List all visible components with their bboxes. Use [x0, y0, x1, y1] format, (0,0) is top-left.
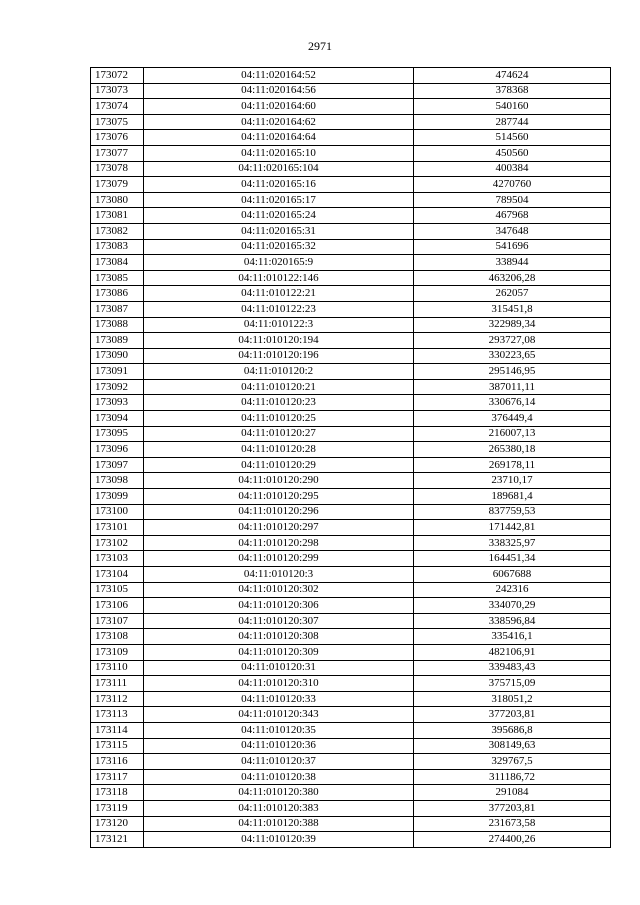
table-row: [91, 223, 611, 239]
cadastral-number-cell: 04:11:020164:52: [144, 68, 414, 84]
row-number-cell: 173109: [91, 644, 144, 660]
row-number-cell: 173118: [91, 785, 144, 801]
cadastral-value-cell: 377203,81: [414, 707, 611, 723]
row-number-cell: 173095: [91, 426, 144, 442]
table-row: [91, 145, 611, 161]
cadastral-value-cell: 262057: [414, 286, 611, 302]
cadastral-value-cell: 330676,14: [414, 395, 611, 411]
table-row: [91, 411, 611, 427]
cadastral-number-cell: 04:11:010120:290: [144, 473, 414, 489]
row-number-cell: 173097: [91, 457, 144, 473]
table-row: [91, 738, 611, 754]
row-number-cell: 173096: [91, 442, 144, 458]
cadastral-value-cell: 450560: [414, 145, 611, 161]
table-row: [91, 286, 611, 302]
table-row: [91, 785, 611, 801]
cadastral-value-cell: 375715,09: [414, 676, 611, 692]
cadastral-value-cell: 308149,63: [414, 738, 611, 754]
table-row: [91, 598, 611, 614]
cadastral-number-cell: 04:11:010120:194: [144, 333, 414, 349]
cadastral-value-cell: 400384: [414, 161, 611, 177]
cadastral-number-cell: 04:11:020165:104: [144, 161, 414, 177]
cadastral-value-cell: 463206,28: [414, 270, 611, 286]
table-row: [91, 114, 611, 130]
table-row: [91, 442, 611, 458]
row-number-cell: 173084: [91, 255, 144, 271]
table-row: [91, 130, 611, 146]
row-number-cell: 173099: [91, 489, 144, 505]
cadastral-value-cell: 231673,58: [414, 816, 611, 832]
cadastral-number-cell: 04:11:020164:64: [144, 130, 414, 146]
cadastral-value-cell: 541696: [414, 239, 611, 255]
row-number-cell: 173117: [91, 769, 144, 785]
cadastral-number-cell: 04:11:010120:380: [144, 785, 414, 801]
cadastral-value-cell: 482106,91: [414, 644, 611, 660]
cadastral-value-cell: 378368: [414, 83, 611, 99]
cadastral-number-cell: 04:11:010120:309: [144, 644, 414, 660]
cadastral-number-cell: 04:11:010120:343: [144, 707, 414, 723]
table-body: [91, 68, 611, 848]
row-number-cell: 173075: [91, 114, 144, 130]
row-number-cell: 173074: [91, 99, 144, 115]
cadastral-value-cell: 334070,29: [414, 598, 611, 614]
cadastral-value-cell: 216007,13: [414, 426, 611, 442]
table-row: [91, 68, 611, 84]
table-row: [91, 816, 611, 832]
cadastral-number-cell: 04:11:020165:9: [144, 255, 414, 271]
row-number-cell: 173098: [91, 473, 144, 489]
row-number-cell: 173088: [91, 317, 144, 333]
cadastral-value-cell: 376449,4: [414, 411, 611, 427]
row-number-cell: 173111: [91, 676, 144, 692]
table-row: [91, 208, 611, 224]
cadastral-value-cell: 347648: [414, 223, 611, 239]
cadastral-number-cell: 04:11:010120:298: [144, 535, 414, 551]
row-number-cell: 173121: [91, 832, 144, 848]
cadastral-number-cell: 04:11:010120:299: [144, 551, 414, 567]
table-row: [91, 691, 611, 707]
cadastral-number-cell: 04:11:010120:25: [144, 411, 414, 427]
cadastral-value-cell: 338944: [414, 255, 611, 271]
cadastral-value-cell: 540160: [414, 99, 611, 115]
cadastral-value-cell: 467968: [414, 208, 611, 224]
row-number-cell: 173090: [91, 348, 144, 364]
cadastral-value-cell: 474624: [414, 68, 611, 84]
cadastral-number-cell: 04:11:010122:3: [144, 317, 414, 333]
cadastral-number-cell: 04:11:010122:21: [144, 286, 414, 302]
cadastral-number-cell: 04:11:010120:297: [144, 520, 414, 536]
cadastral-number-cell: 04:11:010120:296: [144, 504, 414, 520]
cadastral-number-cell: 04:11:020165:10: [144, 145, 414, 161]
cadastral-value-cell: 4270760: [414, 177, 611, 193]
table-row: [91, 644, 611, 660]
row-number-cell: 173113: [91, 707, 144, 723]
cadastral-number-cell: 04:11:010120:196: [144, 348, 414, 364]
row-number-cell: 173116: [91, 754, 144, 770]
table-row: [91, 535, 611, 551]
table-row: [91, 426, 611, 442]
cadastral-number-cell: 04:11:010122:146: [144, 270, 414, 286]
cadastral-number-cell: 04:11:010120:310: [144, 676, 414, 692]
cadastral-value-cell: 295146,95: [414, 364, 611, 380]
table-row: [91, 489, 611, 505]
row-number-cell: 173110: [91, 660, 144, 676]
table-row: [91, 99, 611, 115]
cadastral-number-cell: 04:11:020165:16: [144, 177, 414, 193]
cadastral-number-cell: 04:11:010120:39: [144, 832, 414, 848]
cadastral-number-cell: 04:11:010120:28: [144, 442, 414, 458]
table-row: [91, 364, 611, 380]
table-row: [91, 676, 611, 692]
cadastral-number-cell: 04:11:010120:308: [144, 629, 414, 645]
cadastral-number-cell: 04:11:010120:37: [144, 754, 414, 770]
row-number-cell: 173106: [91, 598, 144, 614]
table-row: [91, 255, 611, 271]
table-row: [91, 457, 611, 473]
cadastral-value-cell: 329767,5: [414, 754, 611, 770]
table-row: [91, 301, 611, 317]
row-number-cell: 173083: [91, 239, 144, 255]
row-number-cell: 173114: [91, 722, 144, 738]
table-row: [91, 317, 611, 333]
row-number-cell: 173079: [91, 177, 144, 193]
cadastral-number-cell: 04:11:010120:3: [144, 567, 414, 583]
row-number-cell: 173085: [91, 270, 144, 286]
cadastral-number-cell: 04:11:010120:36: [144, 738, 414, 754]
row-number-cell: 173115: [91, 738, 144, 754]
table-row: [91, 379, 611, 395]
cadastral-number-cell: 04:11:010120:295: [144, 489, 414, 505]
cadastral-value-cell: 189681,4: [414, 489, 611, 505]
row-number-cell: 173105: [91, 582, 144, 598]
cadastral-number-cell: 04:11:010120:388: [144, 816, 414, 832]
cadastral-value-cell: 171442,81: [414, 520, 611, 536]
cadastral-number-cell: 04:11:010120:2: [144, 364, 414, 380]
cadastral-value-cell: 335416,1: [414, 629, 611, 645]
cadastral-value-cell: 339483,43: [414, 660, 611, 676]
cadastral-value-cell: 269178,11: [414, 457, 611, 473]
cadastral-number-cell: 04:11:020164:56: [144, 83, 414, 99]
cadastral-value-cell: 387011,11: [414, 379, 611, 395]
row-number-cell: 173104: [91, 567, 144, 583]
row-number-cell: 173082: [91, 223, 144, 239]
cadastral-value-cell: 322989,34: [414, 317, 611, 333]
cadastral-number-cell: 04:11:020165:32: [144, 239, 414, 255]
row-number-cell: 173120: [91, 816, 144, 832]
table-row: [91, 551, 611, 567]
row-number-cell: 173103: [91, 551, 144, 567]
table-row: [91, 192, 611, 208]
cadastral-value-cell: 318051,2: [414, 691, 611, 707]
cadastral-number-cell: 04:11:010120:23: [144, 395, 414, 411]
row-number-cell: 173094: [91, 411, 144, 427]
table-row: [91, 161, 611, 177]
cadastral-number-cell: 04:11:010120:35: [144, 722, 414, 738]
cadastral-value-cell: 338325,97: [414, 535, 611, 551]
cadastral-number-cell: 04:11:020165:17: [144, 192, 414, 208]
table-row: [91, 613, 611, 629]
cadastral-value-cell: 837759,53: [414, 504, 611, 520]
table-row: [91, 520, 611, 536]
table-row: [91, 582, 611, 598]
table-row: [91, 629, 611, 645]
cadastral-value-cell: 330223,65: [414, 348, 611, 364]
row-number-cell: 173101: [91, 520, 144, 536]
row-number-cell: 173089: [91, 333, 144, 349]
cadastral-value-cell: 242316: [414, 582, 611, 598]
row-number-cell: 173077: [91, 145, 144, 161]
cadastral-number-cell: 04:11:010120:302: [144, 582, 414, 598]
cadastral-value-cell: 23710,17: [414, 473, 611, 489]
row-number-cell: 173081: [91, 208, 144, 224]
cadastral-number-cell: 04:11:020164:62: [144, 114, 414, 130]
cadastral-value-cell: 338596,84: [414, 613, 611, 629]
table-row: [91, 270, 611, 286]
row-number-cell: 173107: [91, 613, 144, 629]
table-row: [91, 707, 611, 723]
table-row: [91, 660, 611, 676]
table-row: [91, 832, 611, 848]
cadastral-value-table: [90, 67, 611, 848]
table-row: [91, 333, 611, 349]
table-row: [91, 754, 611, 770]
table-row: [91, 348, 611, 364]
row-number-cell: 173108: [91, 629, 144, 645]
row-number-cell: 173073: [91, 83, 144, 99]
row-number-cell: 173087: [91, 301, 144, 317]
cadastral-value-cell: 274400,26: [414, 832, 611, 848]
cadastral-number-cell: 04:11:020165:24: [144, 208, 414, 224]
cadastral-number-cell: 04:11:010120:27: [144, 426, 414, 442]
cadastral-number-cell: 04:11:010120:306: [144, 598, 414, 614]
row-number-cell: 173086: [91, 286, 144, 302]
cadastral-value-cell: 6067688: [414, 567, 611, 583]
cadastral-number-cell: 04:11:010122:23: [144, 301, 414, 317]
table-row: [91, 239, 611, 255]
table-row: [91, 83, 611, 99]
row-number-cell: 173091: [91, 364, 144, 380]
row-number-cell: 173093: [91, 395, 144, 411]
cadastral-number-cell: 04:11:020164:60: [144, 99, 414, 115]
cadastral-number-cell: 04:11:010120:383: [144, 800, 414, 816]
table-row: [91, 473, 611, 489]
row-number-cell: 173092: [91, 379, 144, 395]
cadastral-number-cell: 04:11:020165:31: [144, 223, 414, 239]
table-row: [91, 722, 611, 738]
cadastral-value-cell: 311186,72: [414, 769, 611, 785]
table-row: [91, 177, 611, 193]
table-row: [91, 395, 611, 411]
table-row: [91, 769, 611, 785]
row-number-cell: 173119: [91, 800, 144, 816]
cadastral-number-cell: 04:11:010120:307: [144, 613, 414, 629]
cadastral-number-cell: 04:11:010120:29: [144, 457, 414, 473]
cadastral-number-cell: 04:11:010120:31: [144, 660, 414, 676]
row-number-cell: 173076: [91, 130, 144, 146]
page-number: 2971: [308, 39, 332, 53]
cadastral-value-cell: 293727,08: [414, 333, 611, 349]
cadastral-number-cell: 04:11:010120:21: [144, 379, 414, 395]
cadastral-value-cell: 164451,34: [414, 551, 611, 567]
row-number-cell: 173112: [91, 691, 144, 707]
table-row: [91, 567, 611, 583]
cadastral-value-cell: 789504: [414, 192, 611, 208]
row-number-cell: 173102: [91, 535, 144, 551]
cadastral-value-cell: 395686,8: [414, 722, 611, 738]
cadastral-number-cell: 04:11:010120:38: [144, 769, 414, 785]
row-number-cell: 173078: [91, 161, 144, 177]
cadastral-number-cell: 04:11:010120:33: [144, 691, 414, 707]
cadastral-value-cell: 514560: [414, 130, 611, 146]
row-number-cell: 173072: [91, 68, 144, 84]
cadastral-value-cell: 291084: [414, 785, 611, 801]
cadastral-value-cell: 377203,81: [414, 800, 611, 816]
row-number-cell: 173100: [91, 504, 144, 520]
table-row: [91, 800, 611, 816]
cadastral-value-cell: 287744: [414, 114, 611, 130]
cadastral-value-cell: 315451,8: [414, 301, 611, 317]
row-number-cell: 173080: [91, 192, 144, 208]
cadastral-value-cell: 265380,18: [414, 442, 611, 458]
table-row: [91, 504, 611, 520]
